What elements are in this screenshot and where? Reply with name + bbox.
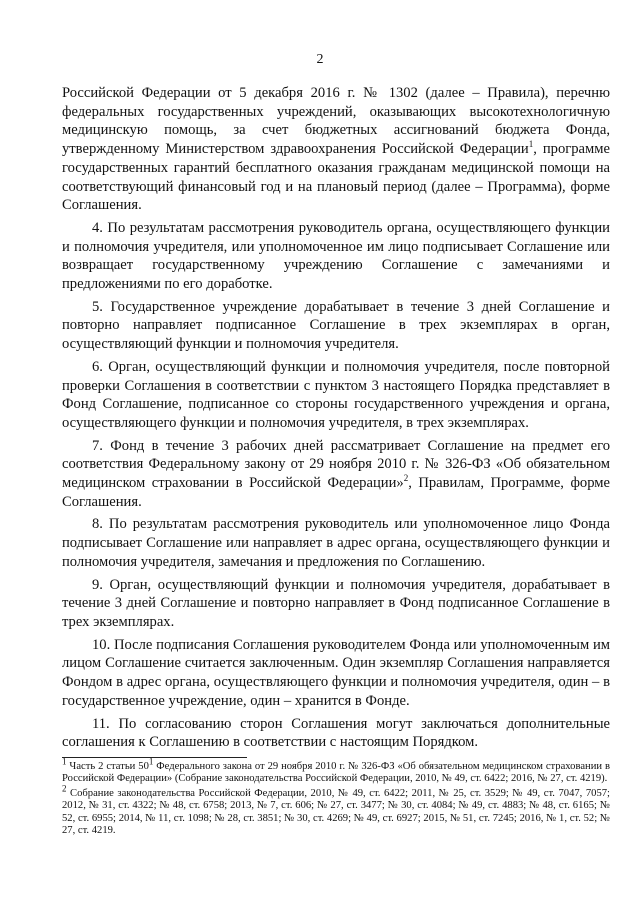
- paragraph-item-11: 11. По согласованию сторон Соглашения могут заключаться дополнительные соглашения к Соглашению в соответствии с настоящим Порядком.: [62, 715, 610, 751]
- paragraph-item-10: 10. После подписания Соглашения руководителем Фонда или уполномоченным им лицом Соглашение считается заключенным. Один экземпляр Соглашения направляется Фондом в адрес органа, осуществляющего функции и полномочия учредителя, один – в государственное учреждение, один – хранится в Фонде.: [62, 636, 610, 709]
- paragraph-item-8: 8. По результатам рассмотрения руководитель или уполномоченное лицо Фонда подписывает Соглашение или направляет в адрес органа, осуществляющего функции и полномочия учредителя, замечания и предложения по Соглашению.: [62, 516, 610, 570]
- footnote-1: $^1$ Часть 2 статьи $50^1$ Федерального закона от 29 ноября 2010 г. № 326-ФЗ «Об обязательном медицинском страховании в Российской Федерации» (Собрание законодательства Российской Федерации, 2010, № 49, ст. 6422; 2016, № 27, ст. 4219).: [62, 756, 610, 785]
- page-number: 2: [316, 52, 324, 67]
- paragraph-continuation: Российской Федерации от 5 декабря 2016 г. № 1302 (далее – Правила), перечню федеральных государственных учреждений, оказывающих высокотехнологичную медицинскую помощь, за счет бюджетных ассигнований бюджета Фонда, утвержденному Министерством здравоохранения Российской Федерации$^1$, программе государственных гарантий бесплатного оказания гражданам медицинской помощи на соответствующий финансовый год и на плановый период (далее – Программа), форме Соглашения.: [62, 85, 610, 214]
- paragraph-item-5: 5. Государственное учреждение дорабатывает в течение 3 дней Соглашение и повторно направляет подписанное Соглашение в трех экземплярах в орган, осуществляющий функции и полномочия учредителя.: [62, 298, 610, 353]
- paragraph-item-4: 4. По результатам рассмотрения руководитель органа, осуществляющего функции и полномочия учредителя, или уполномоченное им лицо подписывает Соглашение или возвращает государственному учреждению Соглашение с замечаниями и предложениями по его доработке.: [62, 219, 610, 293]
- footnotes: [62, 756, 610, 839]
- paragraph-item-6: 6. Орган, осуществляющий функции и полномочия учредителя, после повторной проверки Соглашения в соответствии с пунктом 3 настоящего Порядка представляет в Фонд Соглашение, подписанное со стороны государственного учреждения и органа, осуществляющего функции и полномочия учредителя, в трех экземплярах.: [62, 358, 610, 431]
- footnote-ref-2: 2: [403, 473, 409, 484]
- footnote-ref-1: 1: [528, 139, 534, 150]
- footnote-divider: [62, 757, 247, 758]
- paragraph-item-7: 7. Фонд в течение 3 рабочих дней рассматривает Соглашение на предмет его соответствия Федеральному закону от 29 ноября 2010 г. № 326-ФЗ «Об обязательном медицинском страховании в Российской Федерации»$^2$, Правилам, Программе, форме Соглашения.: [62, 437, 610, 510]
- document-body: [62, 84, 610, 756]
- footnote-2: $^2$ Собрание законодательства Российской Федерации, 2010, № 49, ст. 6422; 2011, № 25, ст. 3529; № 49, ст. 7047, 7057; 2012, № 31, ст. 4322; № 48, ст. 6758; 2013, № 7, ст. 606; № 27, ст. 3477; № 30, ст. 4084; № 49, ст. 4883; № 48, ст. 6165; № 52, ст. 6955; 2014, № 11, ст. 1098; № 28, ст. 3851; № 30, ст. 4269; № 49, ст. 6927; 2015, № 51, ст. 7245; 2016, № 1, ст. 52; № 27, ст. 4219.: [62, 783, 610, 837]
- paragraph-item-9: 9. Орган, осуществляющий функции и полномочия учредителя, дорабатывает в течение 3 дней Соглашение и повторно направляет в Фонд подписанное Соглашение в трех экземплярах.: [62, 576, 610, 630]
